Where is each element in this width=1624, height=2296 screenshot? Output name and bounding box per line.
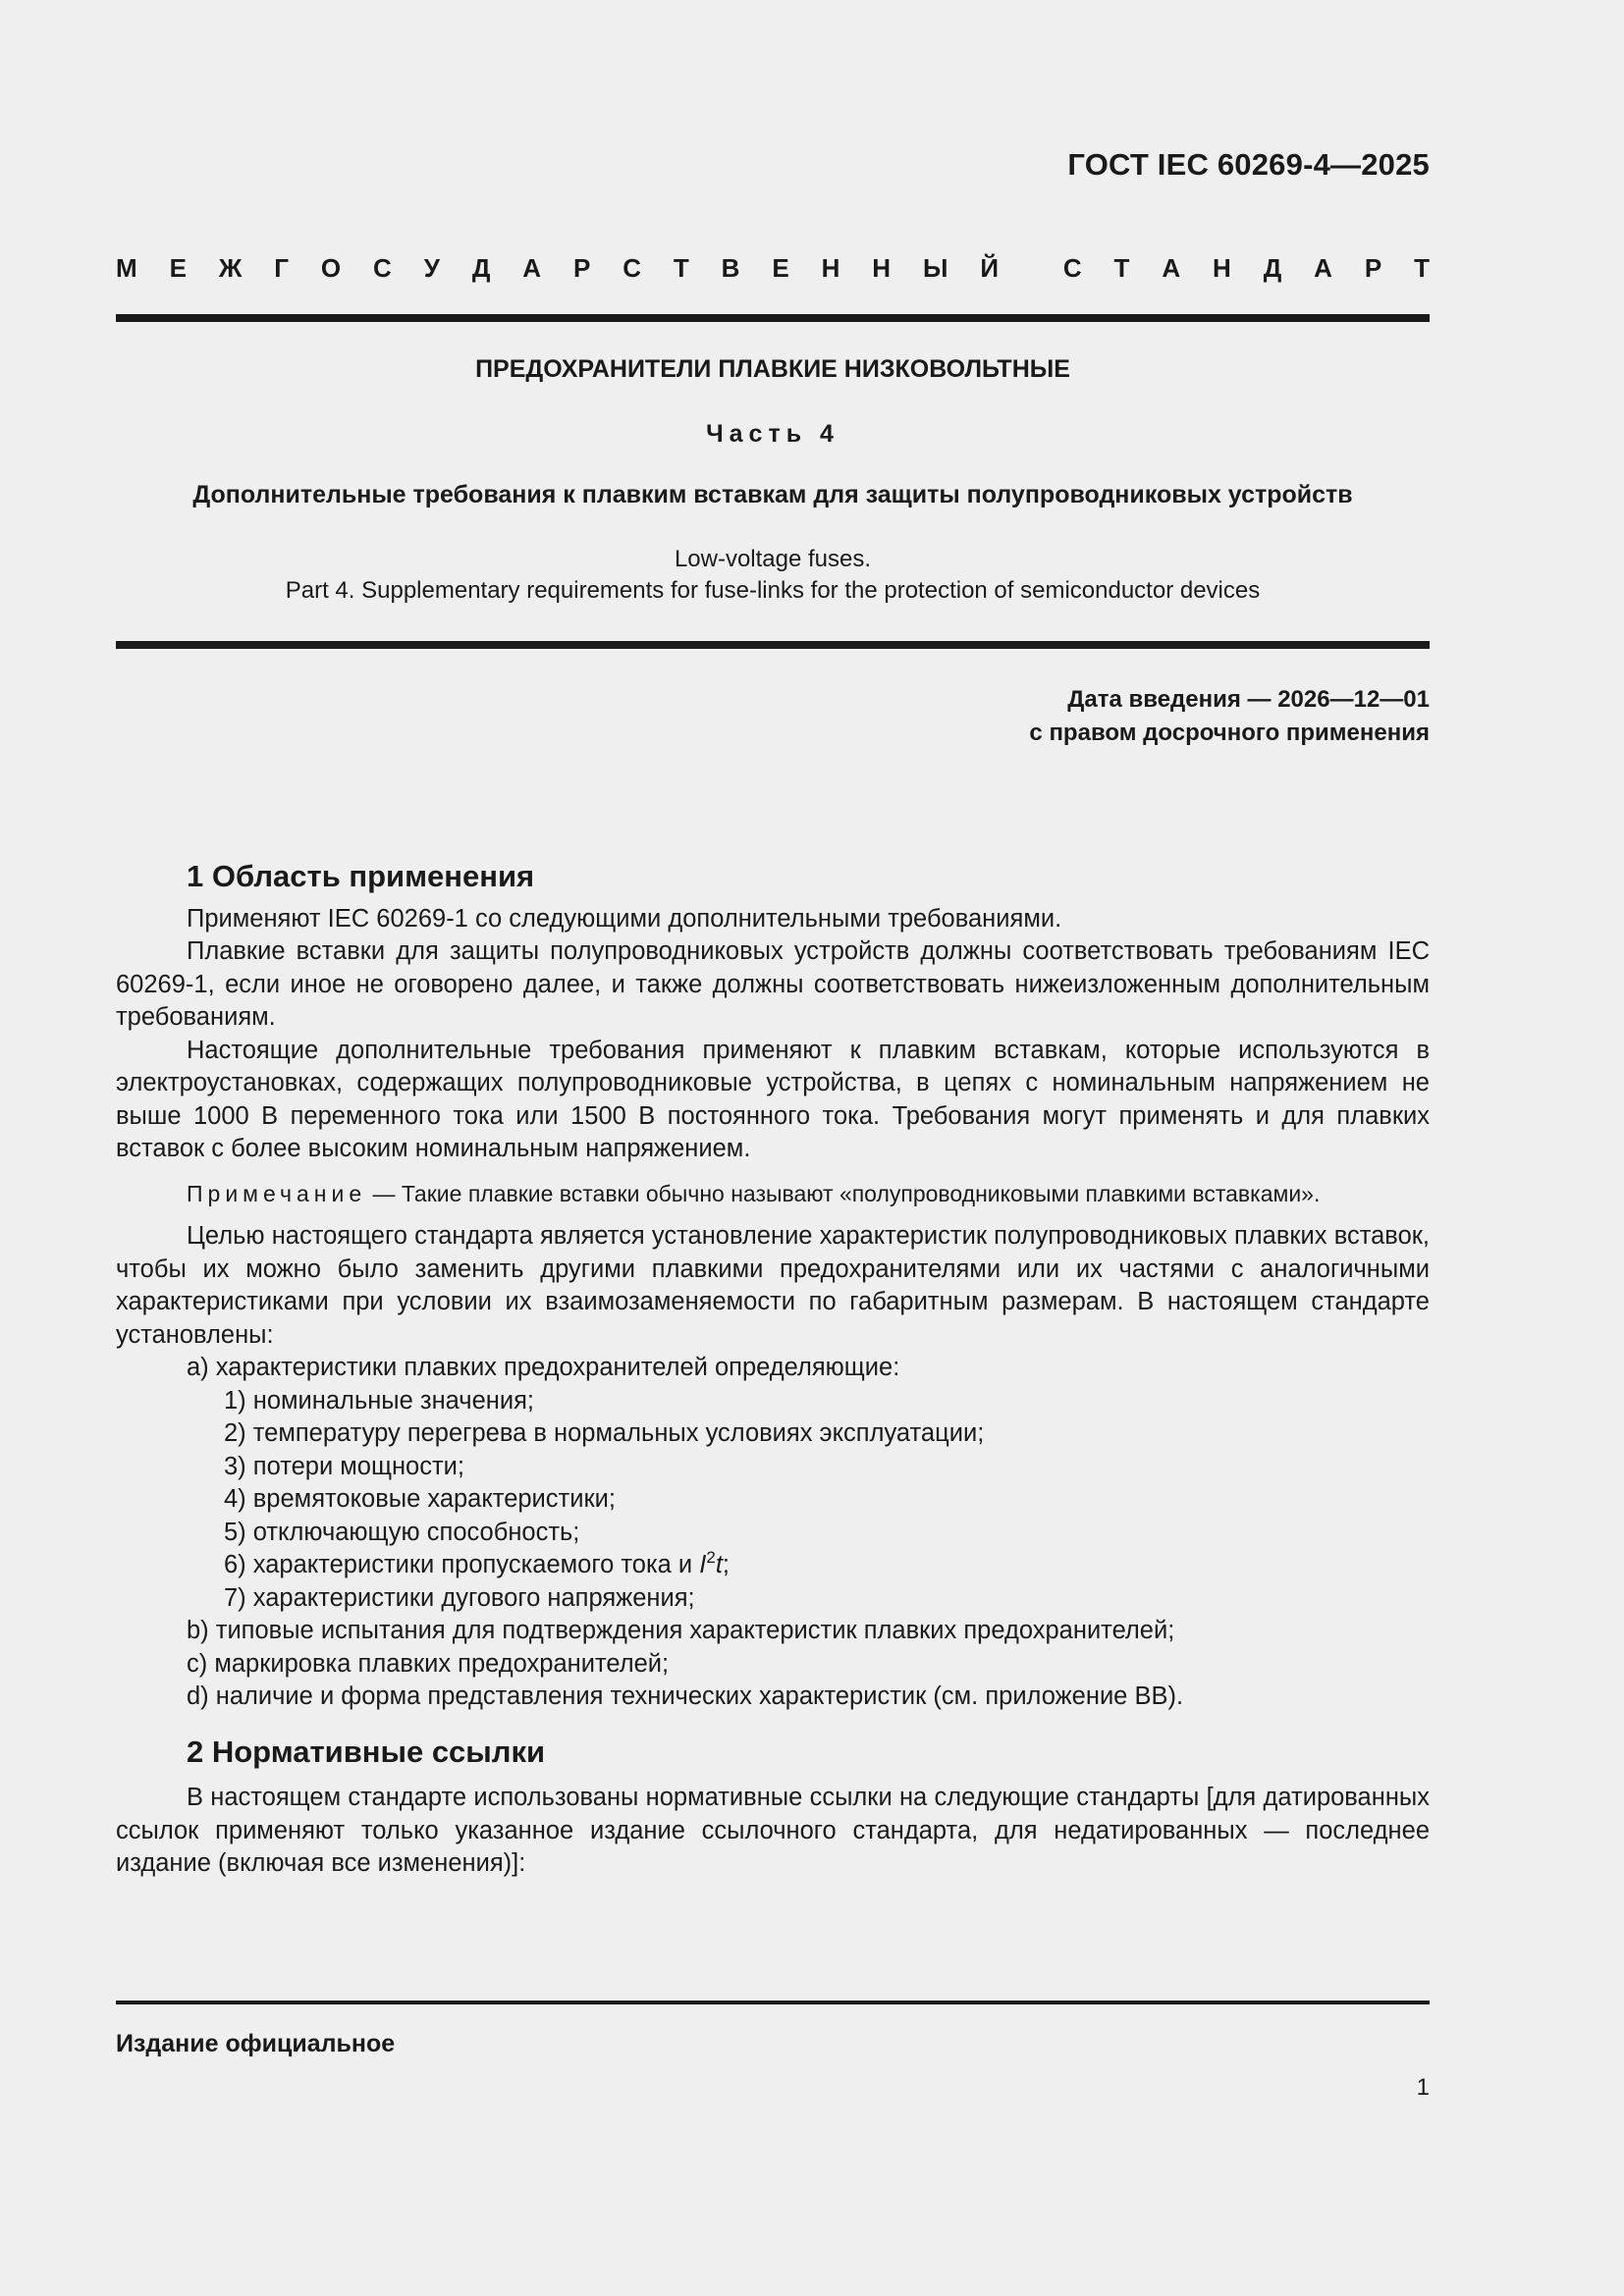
banner-letter: Е (772, 253, 789, 283)
document-code: ГОСТ IEC 60269-4—2025 (1067, 147, 1430, 182)
banner-letter: Р (1364, 253, 1382, 283)
section-1-heading: 1 Область применения (187, 859, 535, 893)
page-number: 1 (1416, 2074, 1430, 2101)
early-application-note: с правом досрочного применения (1029, 720, 1430, 746)
banner-letter: Д (471, 253, 491, 283)
section-1-paragraph-3: Настоящие дополнительные требования применяют к плавким вставкам, которые используются в электроустановках, содержащих полупроводниковые устройства, в цепях с номинальным напряжением не выше 1000 В переменного тока или 1500 В постоянного тока. Требования могут применять и для плавких вставок с более высоким номинальным напряжением. (116, 1036, 1430, 1162)
section-1 (116, 860, 1430, 1881)
banner-letter: Ж (218, 253, 243, 283)
banner-letter: С (373, 253, 392, 283)
introduction-date-block (1029, 683, 1430, 750)
banner-letter: У (423, 253, 440, 283)
banner-letter: Д (1263, 253, 1282, 283)
note-label: Примечание (187, 1180, 367, 1206)
section-2-heading: 2 Нормативные ссылки (187, 1734, 546, 1769)
interstate-standard-banner (116, 253, 1430, 284)
banner-letter: Т (673, 253, 689, 283)
list-item-c: c) маркировка плавких предохранителей; (187, 1649, 670, 1678)
banner-letter: О (320, 253, 342, 283)
footer-rule (116, 2001, 1430, 2004)
list-item-b: b) типовые испытания для подтверждения характеристик плавких предохранителей; (187, 1617, 1175, 1644)
list-item-a: a) характеристики плавких предохранителей определяющие: (187, 1354, 900, 1381)
banner-letter: Т (1113, 253, 1130, 283)
banner-letter: Н (821, 253, 840, 283)
banner-letter: Р (572, 253, 591, 283)
sub-list-item-7: 7) характеристики дугового напряжения; (224, 1583, 695, 1612)
banner-letter: Ы (922, 253, 948, 283)
section-1-paragraph-1: Применяют IEC 60269-1 со следующими дополнительными требованиями. (187, 904, 1062, 933)
section-1-paragraph-2: Плавкие вставки для защиты полупроводниковых устройств должны соответствовать требованиям IEC 60269-1, если иное не оговорено далее, и также должны соответствовать нижеизложенным дополнительным требованиям. (116, 937, 1430, 1031)
document-subtitle: Дополнительные требования к плавким вставкам для защиты полупроводниковых устройств (192, 481, 1353, 508)
english-title-line-1: Low-voltage fuses. (674, 546, 872, 572)
section-1-paragraph-4: Целью настоящего стандарта является установление характеристик полупроводниковых плавких вставок, чтобы их можно было заменить другими плавкими предохранителями или их частями с аналогичными характеристиками при условии их взаимозаменяемости по габаритным размерам. В настоящем стандарте установлены: (116, 1222, 1430, 1349)
banner-letter: Н (872, 253, 892, 283)
sub6-text: 6) характеристики пропускаемого тока и (224, 1551, 700, 1578)
official-edition-label: Издание официальное (116, 2030, 396, 2057)
list-item-d: d) наличие и форма представления технических характеристик (см. приложение ВВ). (187, 1682, 1184, 1710)
banner-letter: Н (1213, 253, 1231, 283)
sub-list-item: 5) отключающую способность; (224, 1518, 580, 1546)
sub-list-item: 2) температуру перегрева в нормальных условиях эксплуатации; (224, 1419, 985, 1447)
banner-letter: Е (169, 253, 187, 283)
banner-letter: С (1062, 253, 1082, 283)
sub-list-item-6 (116, 1549, 1430, 1582)
section-1-note (116, 1178, 1430, 1211)
sub6-end: ; (722, 1551, 731, 1578)
sub6-superscript: 2 (706, 1548, 716, 1567)
english-title (116, 544, 1430, 607)
sub-list-item: 1) номинальные значения; (224, 1386, 534, 1415)
note-text: — Такие плавкие вставки обычно называют «полупроводниковыми плавкими вставками». (366, 1180, 1321, 1206)
introduction-date: Дата введения — 2026—12—01 (1067, 686, 1430, 713)
banner-letter: А (1162, 253, 1181, 283)
banner-letter: Й (980, 253, 1000, 283)
banner-letter: Г (274, 253, 289, 283)
sub6-symbol-t: t (715, 1551, 723, 1578)
english-title-line-2: Part 4. Supplementary requirements for fuse-links for the protection of semiconductor devices (285, 577, 1261, 604)
document-title: ПРЕДОХРАНИТЕЛИ ПЛАВКИЕ НИЗКОВОЛЬТНЫЕ (475, 355, 1070, 383)
top-rule (116, 314, 1430, 322)
sub-list-item: 4) времятоковые характеристики; (224, 1485, 616, 1513)
banner-letter: А (1314, 253, 1332, 283)
banner-letter: А (522, 253, 542, 283)
banner-letter: В (721, 253, 740, 283)
title-bottom-rule (116, 641, 1430, 649)
document-page (116, 0, 1430, 2296)
banner-letter: М (116, 253, 137, 283)
section-2-paragraph-1: В настоящем стандарте использованы нормативные ссылки на следующие стандарты [для датированных ссылок применяют только указанное издание ссылочного стандарта, для недатированных — последнее издание (включая все изменения)]: (116, 1784, 1430, 1877)
sub6-symbol-i: I (699, 1551, 707, 1578)
banner-letter: С (623, 253, 641, 283)
banner-letter: Т (1414, 253, 1430, 283)
document-part: Часть 4 (706, 420, 839, 448)
sub-list-item: 3) потери мощности; (224, 1452, 464, 1480)
